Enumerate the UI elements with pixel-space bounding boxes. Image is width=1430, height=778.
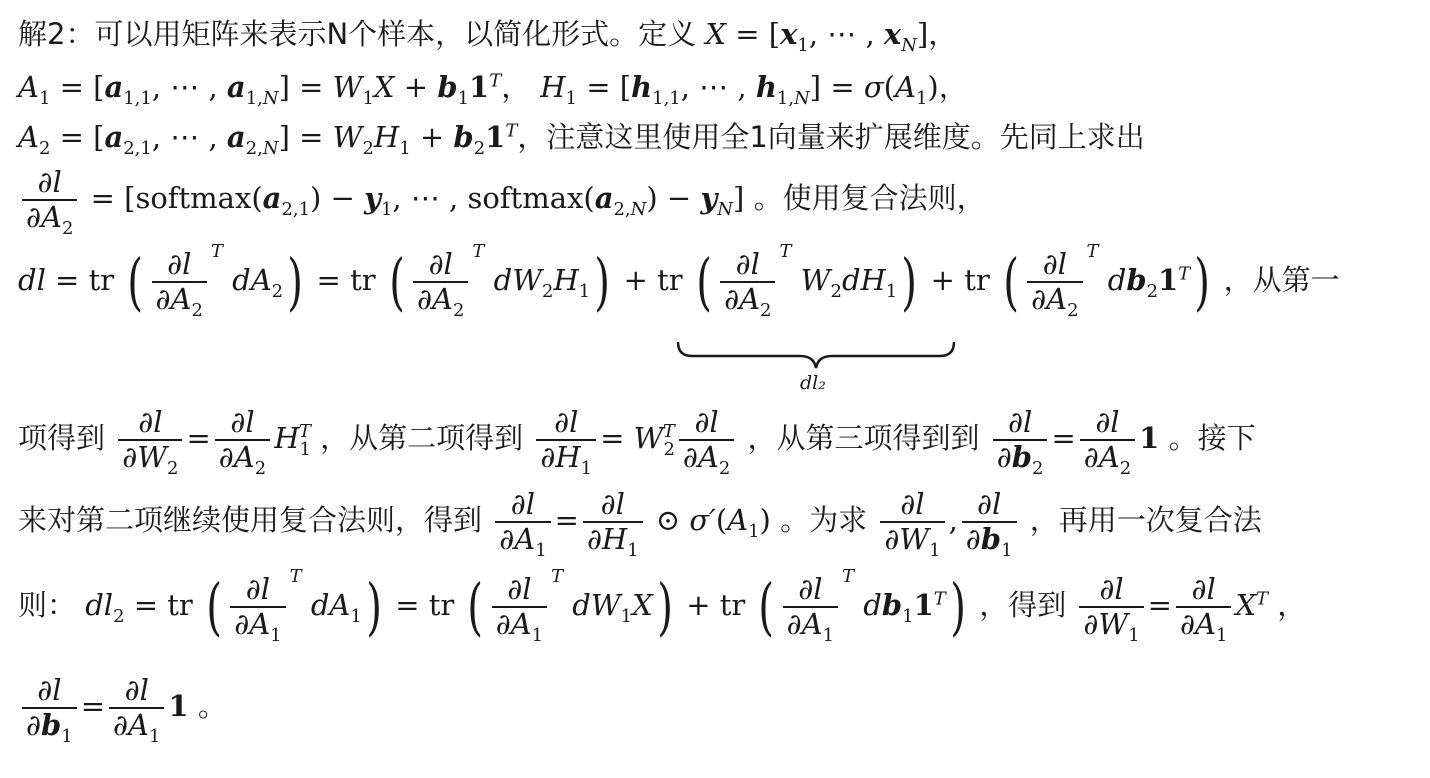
formula-a1: $A_1 = [a_{1,1}$, ⋯ , $a_{1,N}] = W_1X + b_11^T$: [18, 70, 502, 109]
line-4: $\frac{\partial l}{\partial A_2}$ = [$softmax(a_{2,1}) - y_1$, ⋯ , $softmax(a_{2,N}) - y_N$] 。使用复合法则，: [18, 168, 986, 232]
line-1: 解2：可以用矩阵来表示N个样本，以简化形式。定义 $X = [x_1$, ⋯ , $x_N$]，: [18, 17, 958, 56]
line-7: 来对第二项继续使用复合法则，得到 $\frac{\partial l}{\partial A_1}$ = $\frac{\partial l}{\partial H_1}$ ⊙ $\sigma'(A_1)$ 。为求 $\frac{\partial l}{\partial W_1}$ , $\frac{\partial l}{\partial b_1}$ ，再用一次复合法: [18, 487, 1262, 561]
line-8: 则： $dl_2$ = tr ( $\frac{\partial l}{\partial A_1}$ $^T$ $dA_1$) = tr ( $\frac{\partial l}{\partial A_1}$ $^T$ $dW_1X$) + tr ( $\frac{\partial l}{\partial A_1}$ $^T$ $db_11^T$) ，得到 $\frac{\partial l}{\partial W_1}$ = $\frac{\partial l}{\partial A_1}$ $X^T$ ，: [18, 566, 1307, 646]
line-5: dl = tr ( $\frac{\partial l}{\partial A_2}$ $^T$ $dA_2$) = tr ( $\frac{\partial l}{\partial A_2}$ $^T$ $dW_2H_1$) + tr ( $\frac{\partial l}{\partial A_2}$ $^T$ $W_2dH_1$) + tr ( $\frac{\partial l}{\partial A_2}$ $^T$ $db_21^T$) ，从第一: [18, 241, 1340, 321]
underbrace: [676, 340, 956, 370]
formula-a2: $A_2 = [a_{2,1}$, ⋯ , $a_{2,N}] = W_2H_1 + b_21^T$: [18, 120, 518, 159]
line-2: $A_1 = [a_{1,1}$, ⋯ , $a_{1,N}] = W_1X + b_11^T$， $H_1 = [h_{1,1}$, ⋯ , $h_{1,N}] = \sigma(A_1)$，: [18, 70, 968, 109]
fraction-dl-dA2: $\frac{\partial l}{\partial A_2}$: [22, 168, 77, 232]
underbrace-label: dl₂: [800, 372, 826, 394]
line1-text: 可以用矩阵来表示N个样本，以简化形式。定义: [94, 17, 697, 51]
solution-label: 解2：: [18, 17, 95, 51]
formula-h1: $H_1 = [h_{1,1}$, ⋯ , $h_{1,N}] = \sigma(A_1)$: [540, 70, 939, 109]
formula-define-x: X: [705, 17, 727, 51]
line-3: $A_2 = [a_{2,1}$, ⋯ , $a_{2,N}] = W_2H_1 + b_21^T$，注意这里使用全1向量来扩展维度。先同上求出: [18, 120, 1145, 159]
line-6: 项得到 $\frac{\partial l}{\partial W_2}$ = $\frac{\partial l}{\partial A_2}$ $H_1^T$ ，从第二项得到 $\frac{\partial l}{\partial H_1}$ = $W_2^T$ $\frac{\partial l}{\partial A_2}$ ，从第三项得到到 $\frac{\partial l}{\partial b_2}$ = $\frac{\partial l}{\partial A_2}$ 1 。接下: [18, 405, 1256, 479]
line-9: $\frac{\partial l}{\partial b_1}$ = $\frac{\partial l}{\partial A_1}$ 1 。: [18, 676, 227, 740]
